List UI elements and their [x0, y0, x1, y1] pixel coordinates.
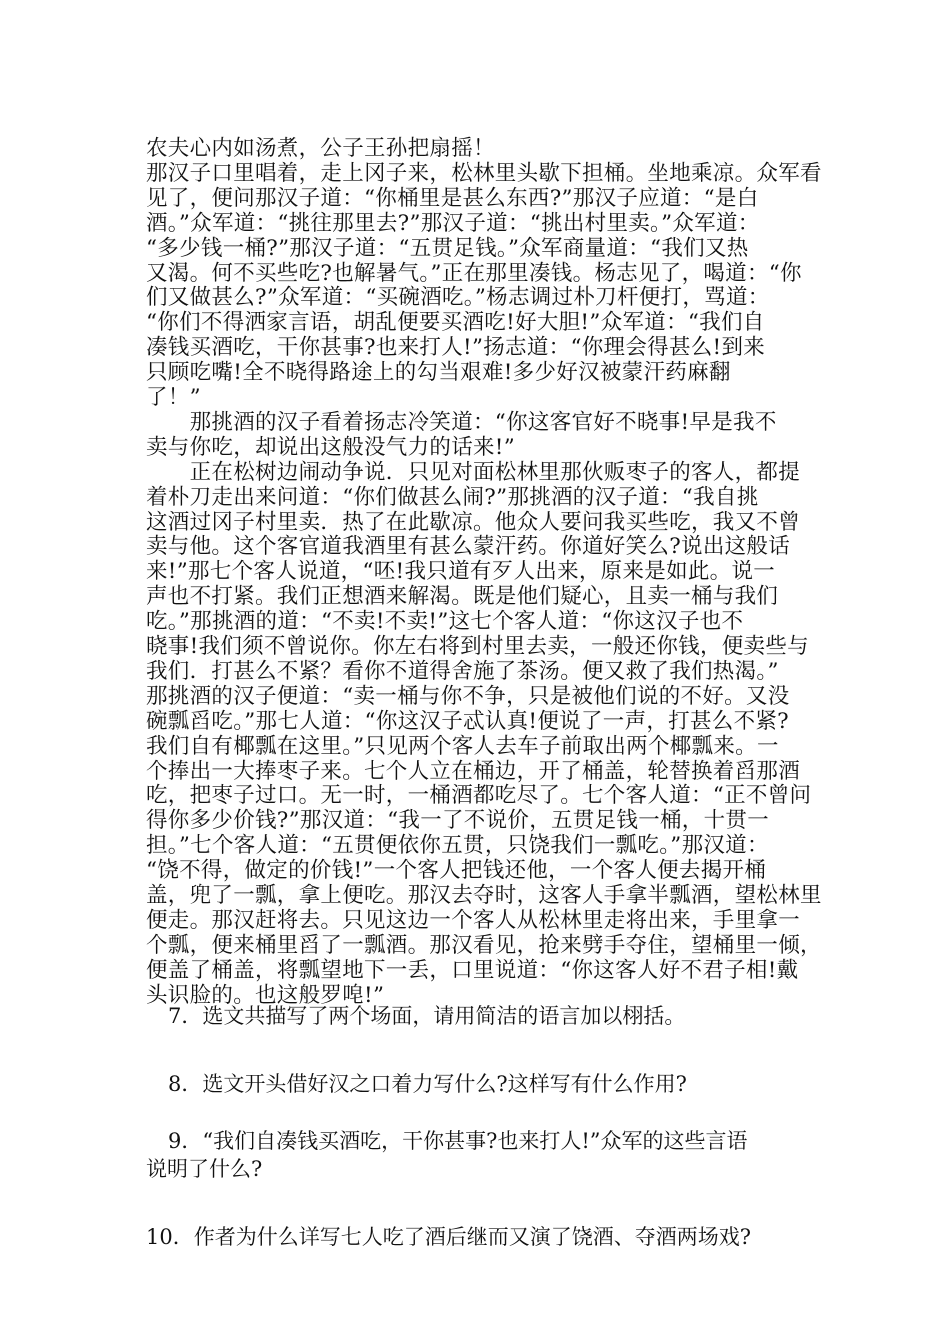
passage-line: 卖与你吃，却说出这般没气力的话来!”: [146, 434, 516, 460]
passage-line: 晓事!我们须不曾说你。你左右将到村里去卖，一般还你钱，便卖些与: [146, 634, 809, 659]
passage-line: 那汉子口里唱着，走上冈子来，松林里头歇下担桶。坐地乘凉。众军看: [146, 160, 822, 186]
passage-line: 又渴。何不买些吃?也解暑气。”正在那里凑钱。杨志见了，喝道：“你: [146, 260, 802, 286]
passage-line: 们又做甚么?”众军道：“买碗酒吃。”杨志调过朴刀杆便打，骂道：: [146, 285, 770, 311]
passage-line: 我们．打甚么不紧？看你不道得舍施了茶汤。便又救了我们热渴。”: [146, 658, 779, 684]
passage-line: 只顾吃嘴!全不晓得路途上的勾当艰难!多少好汉被蒙汗药麻翻: [146, 360, 731, 386]
passage-line: 那挑酒的汉子看着扬志冷笑道：“你这客官好不晓事!早是我不: [146, 409, 777, 435]
question-9: 9．“我们自凑钱买酒吃，干你甚事?也来打人!”众军的这些言语: [168, 1129, 748, 1153]
passage-line: 吃。”那挑酒的道：“不卖!不卖!”这七个客人道：“你这汉子也不: [146, 609, 744, 635]
question-9-continued: 说明了什么?: [146, 1157, 263, 1181]
passage-line: 那挑酒的汉子便道：“卖一桶与你不争，只是被他们说的不好。又没: [146, 683, 790, 709]
passage-line: 个捧出一大捧枣子来。七个人立在桶边，开了桶盖，轮替换着舀那酒: [146, 758, 801, 784]
passage-line: 声也不打紧。我们正想酒来解渴。既是他们疑心，且卖一桶与我们: [146, 584, 779, 610]
passage-line: 担。”七个客人道：“五贯便依你五贯，只饶我们一瓢吃。”那汉道：: [146, 833, 769, 859]
passage-line: 着朴刀走出来问道：“你们做甚么闹?”那挑酒的汉子道：“我自挑: [146, 484, 759, 510]
passage-line: 便盖了桶盖，将瓢望地下一丢，口里说道：“你这客人好不君子相!戴: [146, 957, 799, 983]
passage-line: 这酒过冈子村里卖．热了在此歇凉。他众人要问我买些吃，我又不曾: [146, 509, 801, 535]
passage-line: 卖与他。这个客官道我酒里有甚么蒙汗药。你道好笑么?说出这般话: [146, 534, 791, 560]
passage-line: 头识脸的。也这般罗唣!”: [146, 982, 385, 1008]
question-10: 10．作者为什么详写七人吃了酒后继而又演了饶酒、夺酒两场戏?: [146, 1225, 751, 1249]
passage-line: 农夫心内如汤煮，公子王孙把扇摇！: [146, 136, 495, 161]
passage-line: 吃，把枣子过口。无一时，一桶酒都吃尽了。七个客人道：“正不曾问: [146, 783, 812, 809]
question-8: 8．选文开头借好汉之口着力写什么?这样写有什么作用?: [168, 1072, 687, 1096]
passage-line: 盖，兜了一瓢，拿上便吃。那汉去夺时，这客人手拿半瓢酒，望松林里: [146, 883, 822, 908]
passage-line: 来!”那七个客人说道，“呸!我只道有歹人出来，原来是如此。说一: [146, 559, 776, 585]
passage-line: 酒。”众军道：“挑往那里去?”那汉子道：“挑出村里卖。”众军道：: [146, 210, 760, 236]
passage-line: 便走。那汉赶将去。只见这边一个客人从松林里走将出来，手里拿一: [146, 907, 801, 933]
passage-line: 个瓢，便来桶里舀了一瓢酒。那汉看见，抢来劈手夺住，望桶里一倾，: [146, 932, 822, 958]
passage-line: 了！”: [146, 385, 201, 410]
passage-line: 见了，便问那汉子道：“你桶里是甚么东西?”那汉子应道：“是白: [146, 185, 759, 211]
question-7: 7．选文共描写了两个场面，请用简洁的语言加以栩括。: [168, 1004, 686, 1028]
passage-line: 我们自有椰瓢在这里。”只见两个客人去车子前取出两个椰瓢来。一: [146, 733, 779, 759]
passage-line: 正在松树边闹动争说．只见对面松林里那伙贩枣子的客人，都提: [146, 459, 801, 485]
passage-line: “你们不得洒家言语，胡乱便要买酒吃!好大胆!”众军道：“我们自: [146, 310, 765, 336]
passage-line: 碗瓢舀吃。”那七人道：“你这汉子忒认真!便说了一声，打甚么不紧?: [146, 708, 790, 734]
passage-line: “多少钱一桶?”那汉子道：“五贯足钱。”众军商量道：“我们又热: [146, 235, 749, 261]
passage-line: “饶不得，做定的价钱!”一个客人把钱还他，一个客人便去揭开桶: [146, 858, 767, 884]
passage-line: 凑钱买酒吃，干你甚事?也来打人!”扬志道：“你理会得甚么!到来: [146, 335, 766, 361]
passage-line: 得你多少价钱?”那汉道：“我一了不说价，五贯足钱一桶，十贯一: [146, 808, 770, 834]
